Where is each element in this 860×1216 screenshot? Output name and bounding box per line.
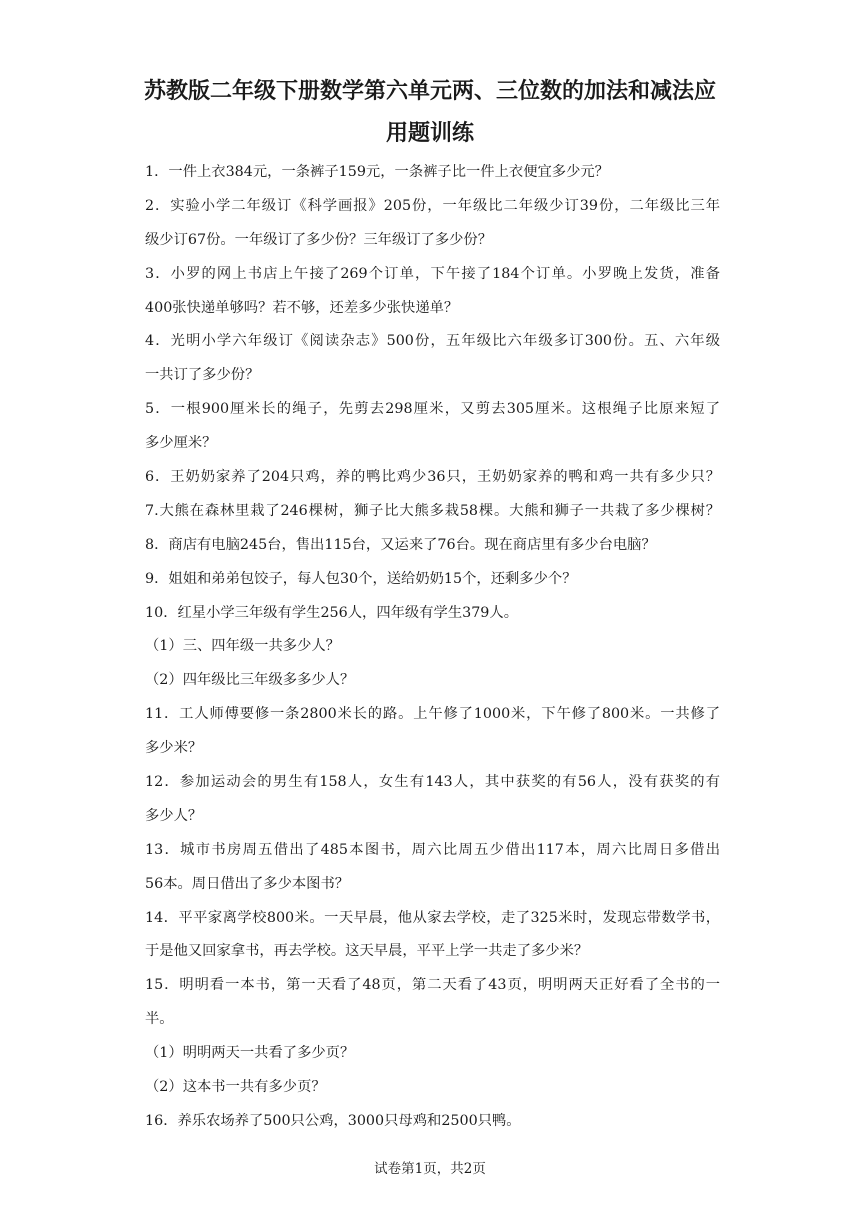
question-line: 多少厘米？ bbox=[145, 435, 217, 452]
question-line: （2）这本书一共有多少页？ bbox=[145, 1079, 326, 1096]
question-line: 14．平平家离学校800米。一天早晨，他从家去学校，走了325米时，发现忘带数学书， bbox=[145, 909, 720, 926]
page-title-line-2: 用题训练 bbox=[385, 121, 474, 146]
question-line: 4．光明小学六年级订《阅读杂志》500份，五年级比六年级多订300份。五、六年级 bbox=[145, 333, 720, 350]
question-line: （1）明明两天一共看了多少页？ bbox=[145, 1045, 355, 1062]
question-line: 9．姐姐和弟弟包饺子，每人包30个，送给奶奶15个，还剩多少个？ bbox=[145, 570, 577, 587]
question-line: 10．红星小学三年级有学生256人，四年级有学生379人。 bbox=[145, 604, 519, 621]
question-line: 6．王奶奶家养了204只鸡，养的鸭比鸡少36只，王奶奶家养的鸭和鸡一共有多少只？ bbox=[145, 469, 720, 486]
question-list bbox=[145, 156, 720, 1139]
question-line: 56本。周日借出了多少本图书？ bbox=[145, 875, 350, 892]
question-line: 2．实验小学二年级订《科学画报》205份，一年级比二年级少订39份，二年级比三年 bbox=[145, 197, 720, 214]
question-line: 一共订了多少份？ bbox=[145, 367, 260, 384]
page-title-line-1: 苏教版二年级下册数学第六单元两、三位数的加法和减法应 bbox=[143, 79, 716, 104]
question-line: （1）三、四年级一共多少人？ bbox=[145, 638, 340, 655]
page-footer: 试卷第1页，共2页 bbox=[374, 1161, 486, 1177]
question-line: （2）四年级比三年级多多少人？ bbox=[145, 672, 355, 689]
question-line: 多少米？ bbox=[145, 740, 203, 757]
question-line: 级少订67份。一年级订了多少份？三年级订了多少份？ bbox=[145, 231, 493, 248]
question-line: 12．参加运动会的男生有158人，女生有143人，其中获奖的有56人，没有获奖的有 bbox=[145, 774, 720, 791]
question-line: 1．一件上衣384元，一条裤子159元，一条裤子比一件上衣便宜多少元？ bbox=[145, 164, 609, 180]
question-line: 半。 bbox=[145, 1011, 174, 1028]
question-line: 400张快递单够吗？若不够，还差多少张快递单？ bbox=[145, 299, 459, 316]
question-line: 3．小罗的网上书店上午接了269个订单，下午接了184个订单。小罗晚上发货，准备 bbox=[145, 265, 720, 282]
question-line: 13．城市书房周五借出了485本图书，周六比周五少借出117本，周六比周日多借出 bbox=[145, 841, 720, 858]
question-line: 5．一根900厘米长的绳子，先剪去298厘米，又剪去305厘米。这根绳子比原来短了 bbox=[145, 401, 720, 418]
question-line: 11．工人师傅要修一条2800米长的路。上午修了1000米，下午修了800米。一共修了 bbox=[145, 706, 720, 723]
question-line: 于是他又回家拿书，再去学校。这天早晨，平平上学一共走了多少米？ bbox=[145, 943, 589, 960]
question-line: 7.大熊在森林里栽了246棵树，狮子比大熊多栽58棵。大熊和狮子一共栽了多少棵树？ bbox=[145, 502, 720, 519]
question-line: 多少人？ bbox=[145, 807, 203, 824]
question-line: 15．明明看一本书，第一天看了48页，第二天看了43页，明明两天正好看了全书的一 bbox=[145, 977, 720, 994]
question-line: 8．商店有电脑245台，售出115台，又运来了76台。现在商店里有多少台电脑？ bbox=[145, 536, 656, 553]
question-line: 16．养乐农场养了500只公鸡，3000只母鸡和2500只鸭。 bbox=[145, 1112, 521, 1129]
